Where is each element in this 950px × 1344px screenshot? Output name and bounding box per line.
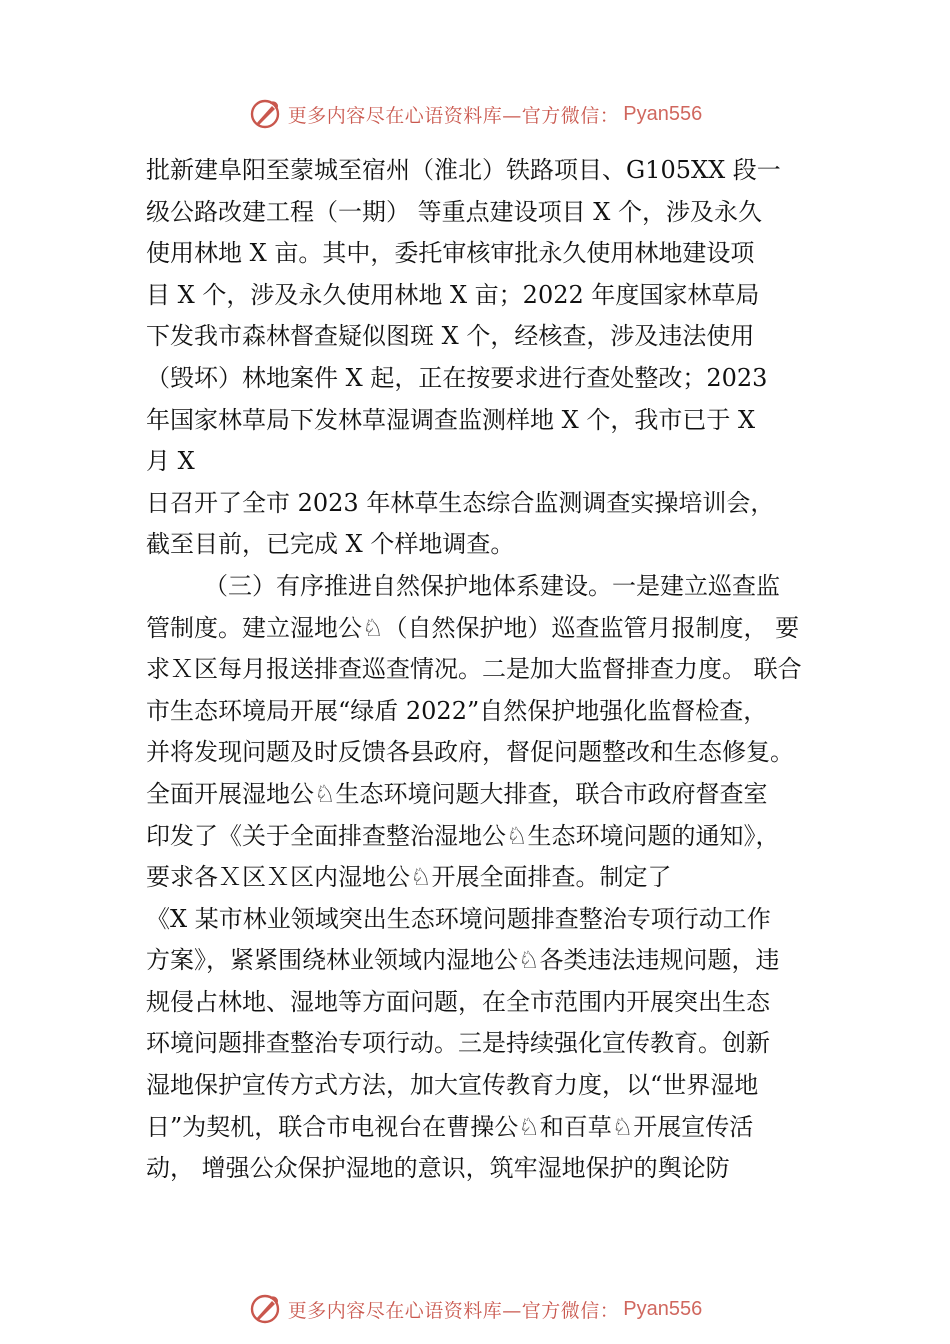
body-line: 下发我市森林督查疑似图斑 X 个，经核查，涉及违法使用 [146,322,755,351]
body-line: 批新建阜阳至蒙城至宿州（淮北）铁路项目、G105XX 段一 [146,156,781,184]
body-line: 管制度。建立湿地公♘（自然保护地）巡查监管月报制度， 要 [146,613,800,642]
body-line: 印发了《关于全面排查整治湿地公♘生态环境问题的通知》， [146,821,780,850]
body-line: 市生态环境局开展“绿盾 2022”自然保护地强化监督检查， [146,696,768,725]
body-line: 动， 增强公众保护湿地的意识，筑牢湿地保护的舆论防 [146,1154,730,1183]
body-line: 年国家林草局下发林草湿调查监测样地 X 个，我市已于 X [146,405,756,434]
body-line: 方案》，紧紧围绕林业领域内湿地公♘各类违法违规问题，违 [146,946,780,975]
header-watermark [0,94,950,134]
body-line: 《X 某市林业领域突出生态环境问题排查整治专项行动工作 [146,904,771,933]
body-line: 日召开了全市 2023 年林草生态综合监测调查实操培训会， [146,488,775,517]
body-line: 目 X 个，涉及永久使用林地 X 亩；2022 年度国家林草局 [146,280,760,309]
watermark-text: 更多内容尽在心语资料库—官方微信： [287,104,620,127]
body-line: 截至目前，已完成 X 个样地调查。 [146,530,515,559]
body-line: 湿地保护宣传方式方法，加大宣传教育力度，以“世界湿地 [146,1071,759,1100]
body-line: 级公路改建工程（一期） 等重点建设项目 X 个，涉及永久 [146,197,762,226]
body-line: 日”为契机，联合市电视台在曹操公♘和百草♘开展宣传活 [146,1112,754,1141]
watermark-wechat-id: Pyan556 [623,1297,703,1320]
quill-seal-icon [248,1292,282,1326]
body-line: 使用林地 X 亩。其中，委托审核审批永久使用林地建设项 [146,239,755,268]
body-line: （毁坏）林地案件 X 起，正在按要求进行查处整改；2023 [146,363,768,392]
watermark-text: 更多内容尽在心语资料库—官方微信： [287,1299,620,1322]
body-line: 并将发现问题及时反馈各县政府，督促问题整改和生态修复。 [146,738,794,767]
section-heading-line: （三）有序推进自然保护地体系建设。一是建立巡查监 [204,571,780,600]
body-line: 求Ｘ区每月报送排查巡查情况。二是加大监督排查力度。 联合 [146,655,802,684]
watermark-wechat-id: Pyan556 [623,102,703,125]
body-line: 全面开展湿地公♘生态环境问题大排查，联合市政府督查室 [146,779,768,808]
body-line: 月 X [146,447,195,476]
document-body [146,150,826,1190]
body-line: 规侵占林地、湿地等方面问题，在全市范围内开展突出生态 [146,987,770,1016]
footer-watermark [0,1289,950,1329]
body-line: 要求各Ｘ区Ｘ区内湿地公♘开展全面排查。制定了 [146,863,672,892]
body-line: 环境问题排查整治专项行动。三是持续强化宣传教育。创新 [146,1029,770,1058]
quill-seal-icon [248,97,282,131]
